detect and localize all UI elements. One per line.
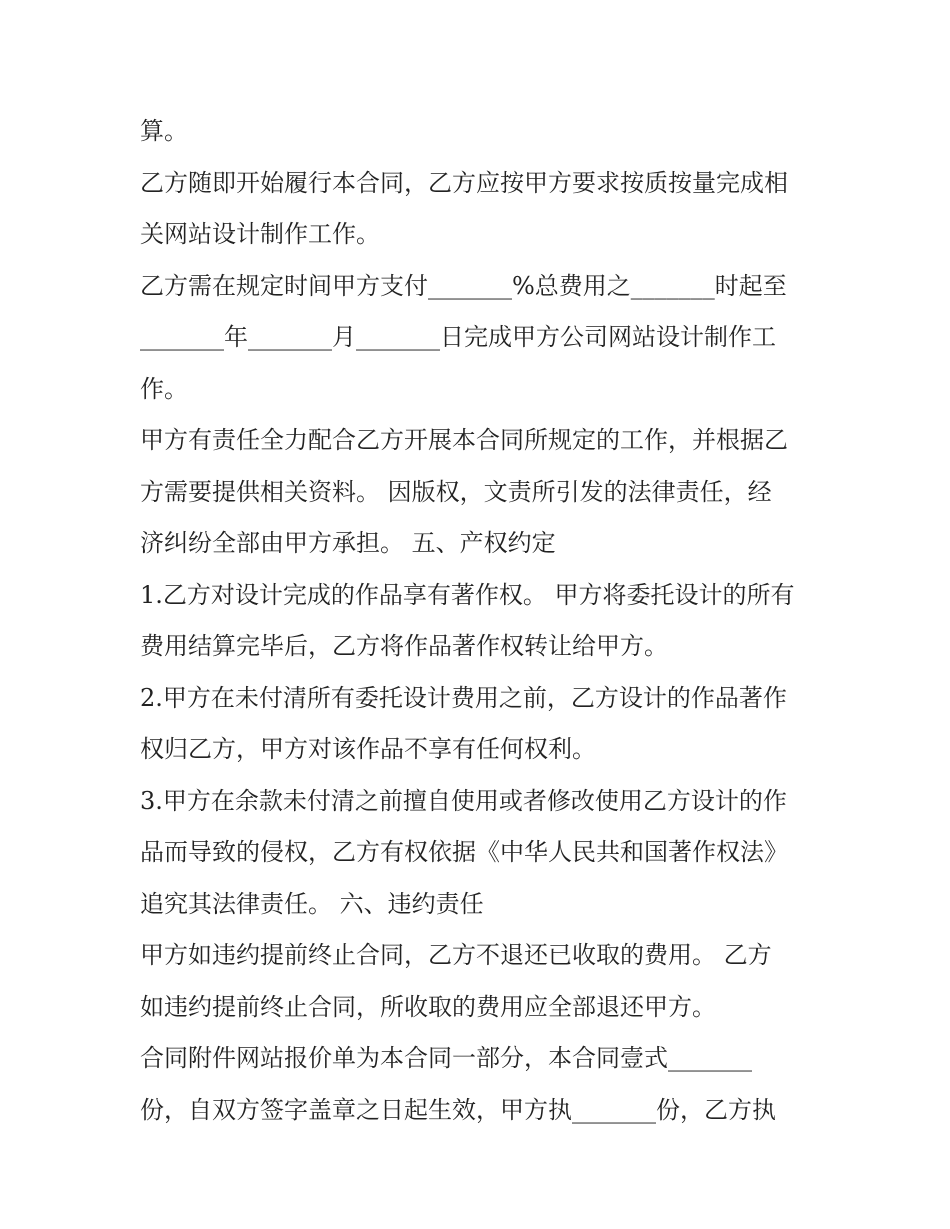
text-line: 合同附件网站报价单为本合同一部分，本合同壹式_______ bbox=[140, 1044, 752, 1072]
text-line: 费用结算完毕后，乙方将作品著作权转让给甲方。 bbox=[140, 632, 668, 660]
text-line: 权归乙方，甲方对该作品不享有任何权利。 bbox=[140, 735, 596, 763]
text-line: 甲方有责任全力配合乙方开展本合同所规定的工作，并根据乙 bbox=[140, 426, 788, 454]
text-line: 3.甲方在余款未付清之前擅自使用或者修改使用乙方设计的作 bbox=[140, 786, 787, 815]
section-heading-line: 追究其法律责任。 六、违约责任 bbox=[140, 889, 484, 918]
text-line: 份，自双方签字盖章之日起生效，甲方执_______份，乙方执 bbox=[140, 1095, 776, 1124]
text-line: 如违约提前终止合同，所收取的费用应全部退还甲方。 bbox=[140, 992, 716, 1021]
contract-text bbox=[140, 106, 820, 1136]
text-line: 方需要提供相关资料。 因版权，文责所引发的法律责任，经 bbox=[140, 477, 772, 506]
text-line: 关网站设计制作工作。 bbox=[140, 220, 380, 248]
text-line: 1.乙方对设计完成的作品享有著作权。 甲方将委托设计的所有 bbox=[140, 580, 795, 609]
text-line: 甲方如违约提前终止合同，乙方不退还已收取的费用。 乙方 bbox=[140, 941, 772, 969]
text-line: _______年_______月_______日完成甲方公司网站设计制作工 bbox=[140, 323, 776, 351]
text-line: 品而导致的侵权，乙方有权依据《中华人民共和国著作权法》 bbox=[140, 838, 788, 866]
text-line: 2.甲方在未付清所有委托设计费用之前，乙方设计的作品著作 bbox=[140, 683, 787, 712]
text-line: 算。 bbox=[140, 117, 188, 145]
text-line: 乙方随即开始履行本合同，乙方应按甲方要求按质按量完成相 bbox=[140, 168, 788, 197]
section-heading-line: 济纠纷全部由甲方承担。 五、产权约定 bbox=[140, 529, 556, 557]
text-line: 作。 bbox=[140, 374, 188, 403]
text-line: 乙方需在规定时间甲方支付_______%总费用之_______时起至 bbox=[140, 271, 787, 300]
